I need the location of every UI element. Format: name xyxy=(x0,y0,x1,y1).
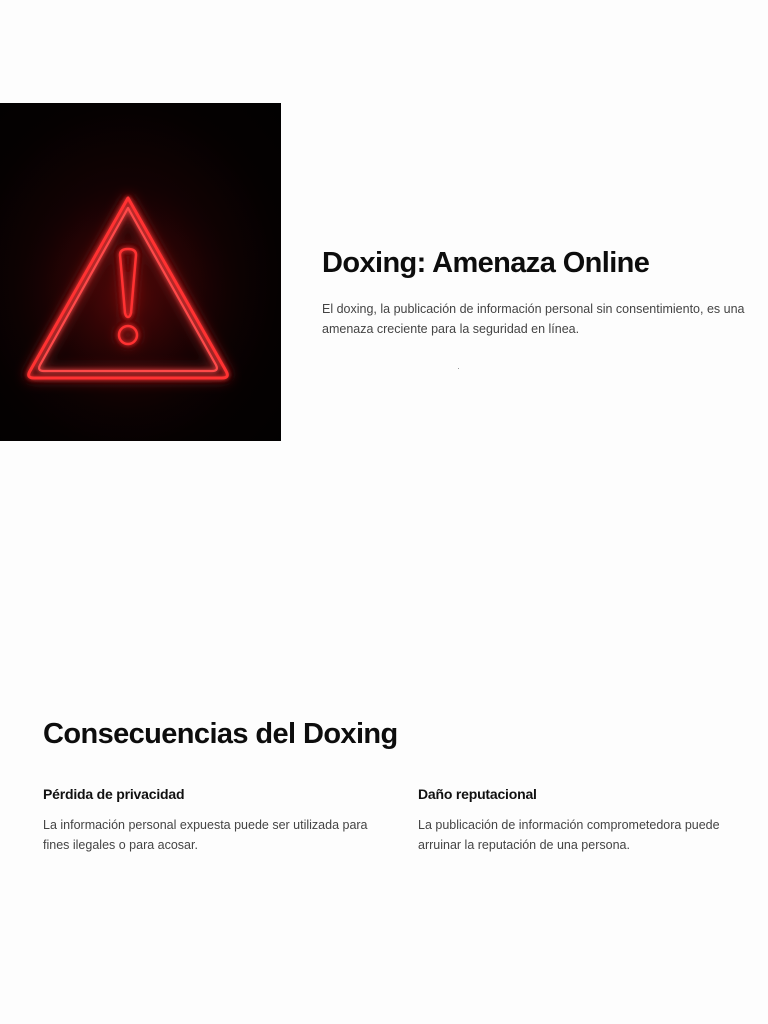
card-reputational-damage xyxy=(418,784,758,855)
card-title: Pérdida de privacidad xyxy=(43,786,185,802)
card-text: La información personal expuesta puede ser utilizada para fines ilegales o para acosar. xyxy=(43,818,368,852)
section-title: Consecuencias del Doxing xyxy=(43,718,398,750)
card-text: La publicación de información comprometedora puede arruinar la reputación de una persona. xyxy=(418,818,720,852)
warning-triangle-icon xyxy=(0,103,281,441)
decorative-dot xyxy=(458,368,459,369)
hero-image xyxy=(0,103,281,441)
hero-description: El doxing, la publicación de información personal sin consentimiento, es una amenaza creciente para la seguridad en línea. xyxy=(322,302,745,336)
card-privacy-loss xyxy=(43,784,383,855)
page-title: Doxing: Amenaza Online xyxy=(322,247,650,279)
card-title: Daño reputacional xyxy=(418,786,537,802)
